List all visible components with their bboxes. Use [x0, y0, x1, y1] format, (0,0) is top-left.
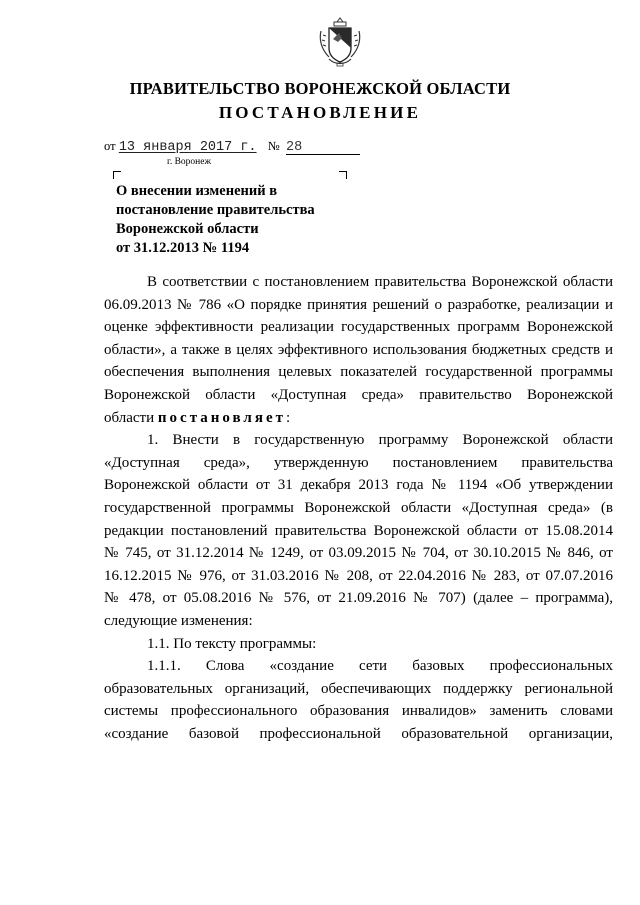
date-prefix: от	[104, 139, 116, 153]
body-line: 16.12.2015 № 976, от 31.03.2016 № 208, от 22.04.2016 № 283, от 07.07.2016	[104, 567, 613, 584]
body-line: «Доступная среда», утвержденную постановлением правительства	[104, 454, 613, 471]
body-line: № 745, от 31.12.2014 № 1249, от 03.09.2015 № 704, от 30.10.2015 № 846, от	[104, 545, 613, 562]
body-line: 1.1. По тексту программы:	[147, 635, 317, 652]
city: г. Воронеж	[167, 157, 212, 167]
body-line: 1. Внести в государственную программу Воронежской области	[147, 432, 613, 449]
subject-bracket-right	[339, 171, 347, 179]
resolves-word: постановляет	[157, 409, 286, 426]
subject-line: постановление правительства	[116, 202, 315, 218]
resolves-suffix: :	[286, 409, 291, 426]
body-line: В соответствии с постановлением правительства Воронежской области	[147, 274, 613, 290]
body-line: Воронежской области от 31 декабря 2013 года № 1194 «Об утверждении	[104, 477, 613, 494]
document-subject	[116, 182, 356, 258]
body-line: редакции постановлений правительства Воронежской области от 15.08.2014	[104, 522, 613, 539]
number-prefix: №	[267, 139, 280, 153]
coat-of-arms-icon	[317, 15, 363, 69]
body-line: образовательных организаций, обеспечивающих поддержку региональной	[104, 680, 613, 697]
document-type: ПОСТАНОВЛЕНИЕ	[218, 103, 422, 122]
subject-bracket-left	[113, 171, 121, 179]
body-line: обеспечения выполнения целевых показателей государственной программы	[104, 364, 613, 381]
body-line: «создание базовой профессиональной образовательной организации,	[104, 725, 613, 742]
body-line: 06.09.2013 № 786 «О порядке принятия решений о разработке, реализации и	[104, 296, 613, 313]
body-line: 1.1.1. Слова «создание сети базовых профессиональных	[147, 658, 613, 675]
body-line-resolves	[104, 407, 613, 430]
body-line: государственной программы Воронежской области «Доступная среда» (в	[104, 499, 613, 516]
body-line: оценке эффективности реализации государственных программ Воронежской	[104, 319, 613, 336]
body-line: следующие изменения:	[104, 612, 253, 629]
body-line: Воронежской области «Доступная среда» правительство Воронежской	[104, 386, 613, 403]
resolves-prefix: области	[104, 409, 158, 426]
subject-line: Воронежской области	[116, 221, 259, 237]
body-line: системы профессионального образования инвалидов» заменить словами	[104, 703, 613, 720]
document-number: 28	[286, 141, 360, 155]
document-date: 13 января 2017 г.	[118, 140, 257, 155]
government-name: ПРАВИТЕЛЬСТВО ВОРОНЕЖСКОЙ ОБЛАСТИ	[129, 79, 511, 98]
body-line: № 478, от 05.08.2016 № 576, от 21.09.2016 № 707) (далее – программа),	[104, 590, 613, 607]
document-body	[104, 271, 613, 745]
body-line: области», а также в целях эффективного использования бюджетных средств и	[104, 341, 613, 358]
subject-line: от 31.12.2013 № 1194	[116, 240, 250, 256]
subject-line: О внесении изменений в	[116, 183, 278, 199]
date-number-line	[104, 138, 360, 155]
